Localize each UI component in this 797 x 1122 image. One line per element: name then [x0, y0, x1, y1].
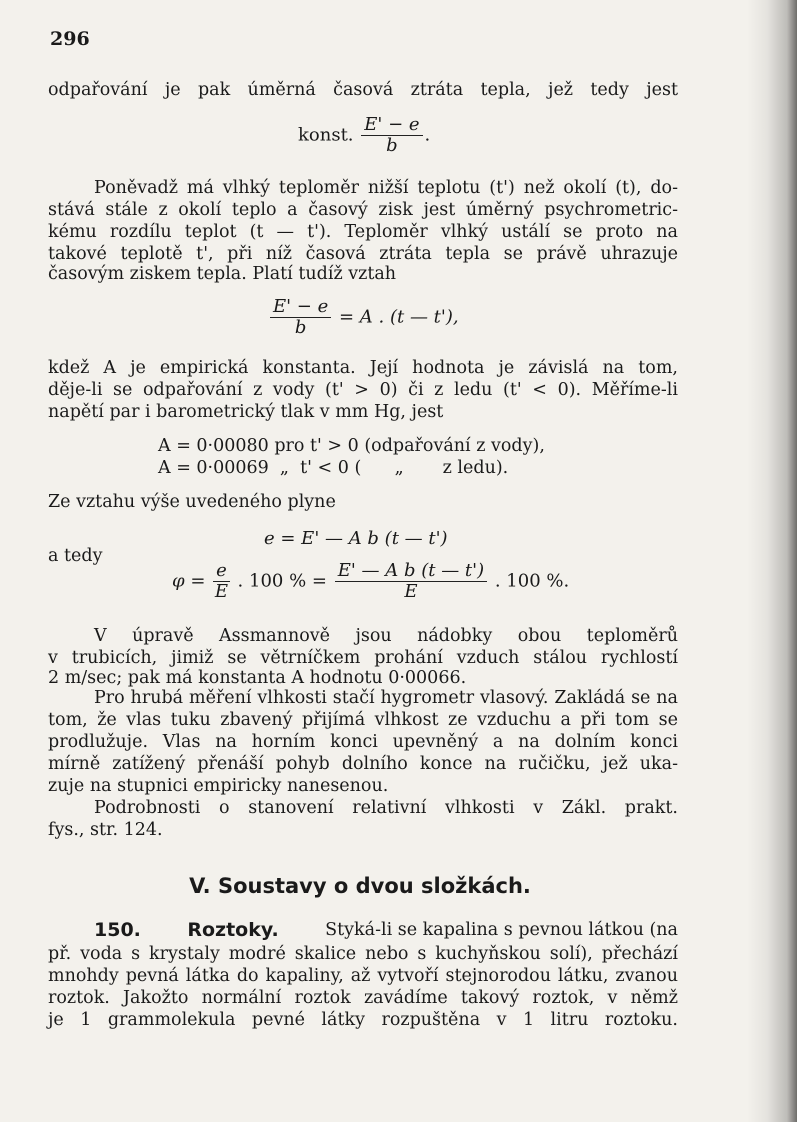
text-line: a tedy — [48, 546, 103, 566]
eq1-denominator: b — [386, 135, 398, 156]
equation-psychrometric — [268, 298, 459, 337]
text-line: Pro hrubá měření vlhkosti stačí hygrometr vlasový. Zakládá se na — [94, 688, 678, 708]
text-line: kdež A je empirická konstanta. Její hodnota je závislá na tom, — [48, 358, 678, 378]
text-line: takové teplotě t', při níž časová ztráta tepla se právě uhrazuje — [48, 244, 678, 264]
text-line: mírně zatížený přenáší pohyb dolního konce na ručičku, jež uka- — [48, 754, 678, 774]
text-line: př. voda s krystaly modré skalice nebo s kuchyňskou solí), přechází — [48, 944, 678, 964]
text-line: stává stále z okolí teplo a časový zisk jest úměrný psychrometric- — [48, 200, 678, 220]
eq1-suffix: . — [424, 124, 431, 146]
text-line: fys., str. 124. — [48, 820, 163, 840]
text-line: časovým ziskem tepla. Platí tudíž vztah — [48, 264, 397, 284]
page-number: 296 — [50, 28, 90, 50]
eq1-fraction — [361, 116, 422, 155]
eq5-f2-denominator: E — [404, 581, 418, 602]
subsection-intro: Styká-li se kapalina s pevnou látkou (na — [325, 920, 678, 940]
section-heading: V. Soustavy o dvou složkách. — [189, 874, 531, 898]
eq2-numerator: E' − e — [270, 298, 331, 318]
eq5-lhs: φ = — [172, 570, 206, 592]
text-line: 2 m/sec; pak má konstanta A hodnotu 0·00066. — [48, 668, 467, 688]
eq1-prefix: konst. — [298, 124, 354, 146]
eq5-f1-denominator: E — [214, 581, 229, 602]
equation-const — [298, 116, 430, 155]
constant-line: A = 0·00069 „ t' < 0 ( „ z ledu). — [158, 458, 509, 478]
constant-line: A = 0·00080 pro t' > 0 (odpařování z vody), — [158, 436, 545, 456]
subsection-number: 150. — [94, 919, 141, 941]
text-line: Ze vztahu výše uvedeného plyne — [48, 492, 336, 512]
text-line: Poněvadž má vlhký teploměr nižší teplotu (t') než okolí (t), do- — [94, 178, 678, 198]
text-line: zuje na stupnici empiricky nanesenou. — [48, 776, 389, 796]
eq5-mid: . 100 % = — [237, 570, 327, 592]
text-line: roztok. Jakožto normální roztok zavádíme takový roztok, v němž — [48, 988, 678, 1008]
eq2-denominator: b — [294, 317, 307, 338]
equation-vapor-pressure: e = E' — A b (t — t') — [264, 528, 448, 549]
text-line: napětí par i barometrický tlak v mm Hg, jest — [48, 402, 444, 422]
text-line: odpařování je pak úměrná časová ztráta tepla, jež tedy jest — [48, 80, 678, 100]
text-line: kému rozdílu teplot (t — t'). Teploměr vlhký ustálí se proto na — [48, 222, 678, 242]
eq2-rhs: = A . (t — t'), — [339, 306, 459, 328]
text-line: V úpravě Assmannově jsou nádobky obou teploměrů — [94, 626, 678, 646]
text-line: je 1 grammolekula pevné látky rozpuštěna v 1 litru roztoku. — [48, 1010, 678, 1030]
text-line: děje-li se odpařování z vody (t' > 0) či z ledu (t' < 0). Měříme-li — [48, 380, 678, 400]
text-line: Podrobnosti o stanovení relativní vlhkosti v Zákl. prakt. — [94, 798, 678, 818]
text-line: mnohdy pevná látka do kapaliny, až vytvoří stejnorodou látku, zvanou — [48, 966, 678, 986]
eq5-f1-numerator: e — [213, 562, 230, 582]
eq1-numerator: E' − e — [361, 116, 422, 136]
eq2-fraction — [270, 298, 331, 337]
text-line: tom, že vlas tuku zbavený přijímá vlhkost ze vzduchu a při tom se — [48, 710, 678, 730]
text-line: prodlužuje. Vlas na horním konci upevněný a na dolním konci — [48, 732, 678, 752]
eq5-fraction-2 — [335, 562, 487, 601]
subsection-title: Roztoky. — [187, 919, 279, 941]
eq5-f2-numerator: E' — A b (t — t') — [335, 562, 487, 582]
eq5-end: . 100 %. — [494, 570, 570, 592]
page-binding-shadow — [747, 0, 797, 1122]
subsection-first-line — [94, 920, 678, 941]
equation-relative-humidity — [172, 562, 569, 601]
text-line: v trubicích, jimiž se větrníčkem prohání vzduch stálou rychlostí — [48, 648, 678, 668]
eq5-fraction-1 — [213, 562, 230, 601]
